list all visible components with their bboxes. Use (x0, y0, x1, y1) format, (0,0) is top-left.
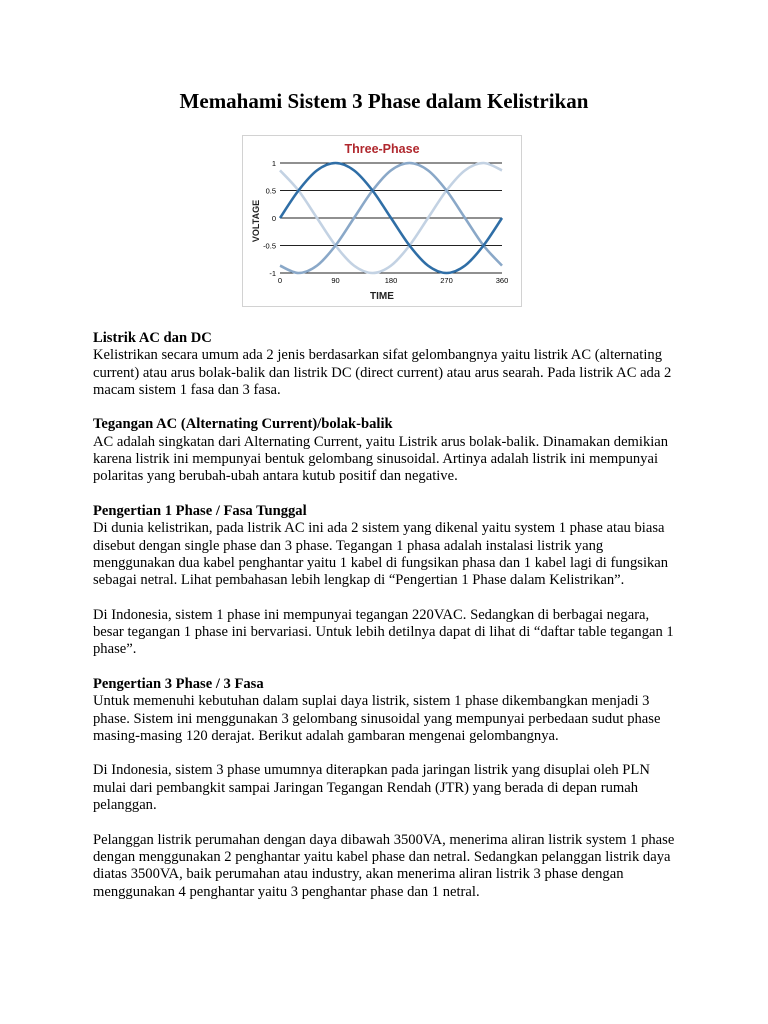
chart-x-tick-label: 360 (495, 276, 509, 285)
section-paragraph: Di Indonesia, sistem 1 phase ini mempunyai tegangan 220VAC. Sedangkan di berbagai negara, besar tegangan 1 phase ini bervariasi. Untuk lebih detilnya dapat di lihat di “daftar table tegangan 1 phase”. (93, 606, 674, 658)
chart-x-tick-label: 180 (384, 276, 398, 285)
document-body (93, 330, 678, 918)
chart-x-tick-label: 0 (277, 276, 283, 285)
chart-y-tick-label: 0.5 (265, 186, 276, 196)
chart-y-tick-label: -1 (269, 269, 276, 278)
section-paragraph: Pelanggan listrik perumahan dengan daya dibawah 3500VA, menerima aliran listrik system 1 phase dengan menggunakan 2 penghantar yaitu kabel phase dan netral. Sedangkan pelanggan listrik daya diatas 3500VA, baik perumahan atau industry, akan menerima aliran listrik 3 phase dengan menggunakan 4 penghantar yaitu 3 penghantar phase dan 1 netral. (93, 831, 675, 900)
document-section (93, 503, 678, 589)
chart-frame (243, 136, 522, 307)
document-section (93, 832, 678, 901)
chart-y-tick-label: -0.5 (263, 241, 276, 251)
three-phase-figure (242, 135, 522, 307)
section-heading: Listrik AC dan DC (93, 330, 212, 346)
section-paragraph: Untuk memenuhi kebutuhan dalam suplai daya listrik, sistem 1 phase dikembangkan menjadi 3 phase. Sistem ini menggunakan 3 gelombang sinusoidal yang mempunyai perbedaan sudut phase masing-masing 120 derajat. Berikut adalah gambaran mengenai gelombangnya. (93, 693, 661, 744)
chart-x-tick-label: 90 (331, 276, 340, 285)
section-paragraph: Kelistrikan secara umum ada 2 jenis berdasarkan sifat gelombangnya yaitu listrik AC (alternating current) atau arus bolak-balik dan listrik DC (direct current) atau arus searah. Pada listrik AC ada 2 macam sistem 1 fasa dan 3 fasa. (93, 347, 672, 398)
section-heading: Pengertian 3 Phase / 3 Fasa (93, 675, 264, 692)
section-paragraph: AC adalah singkatan dari Alternating Current, yaitu Listrik arus bolak-balik. Dinamakan demikian karena listrik ini mempunyai bentuk gelombang sinusoidal. Artinya adalah listrik ini mempunyai polaritas yang berubah-ubah antara kutub positif dan negative. (93, 433, 669, 485)
document-section (93, 762, 678, 814)
document-section (93, 676, 678, 745)
chart-title: Three-Phase (344, 142, 420, 156)
chart-y-tick-label: 0 (271, 214, 276, 223)
chart-x-axis-label: TIME (370, 291, 394, 302)
section-paragraph: Di dunia kelistrikan, pada listrik AC ini ada 2 sistem yang dikenal yaitu system 1 phase atau biasa disebut dengan single phase dan 3 phase. Tegangan 1 phasa adalah instalasi listrik yang menggunakan dua kabel penghantar yaitu 1 kabel di fungsikan phasa dan 1 kabel lagi di fungsikan sebagai netral. Lihat pembahasan lebih lengkap di “Pengertian 1 Phase dalam Kelistrikan”. (93, 520, 669, 589)
document-section (93, 330, 678, 399)
chart-x-tick-label: 270 (440, 276, 453, 285)
document-title: Memahami Sistem 3 Phase dalam Kelistrikan (179, 89, 589, 113)
section-heading: Pengertian 1 Phase / Fasa Tunggal (93, 502, 307, 519)
document-section (93, 607, 678, 659)
three-phase-chart (242, 135, 522, 307)
chart-y-tick-label: 1 (271, 159, 276, 168)
section-heading: Tegangan AC (Alternating Current)/bolak-balik (93, 416, 393, 433)
chart-y-axis-label: VOLTAGE (251, 199, 261, 243)
document-section (93, 416, 678, 485)
section-paragraph: Di Indonesia, sistem 3 phase umumnya diterapkan pada jaringan listrik yang disuplai oleh PLN mulai dari pembangkit sampai Jaringan Tegangan Rendah (JTR) yang berada di depan rumah pelanggan. (93, 762, 650, 814)
